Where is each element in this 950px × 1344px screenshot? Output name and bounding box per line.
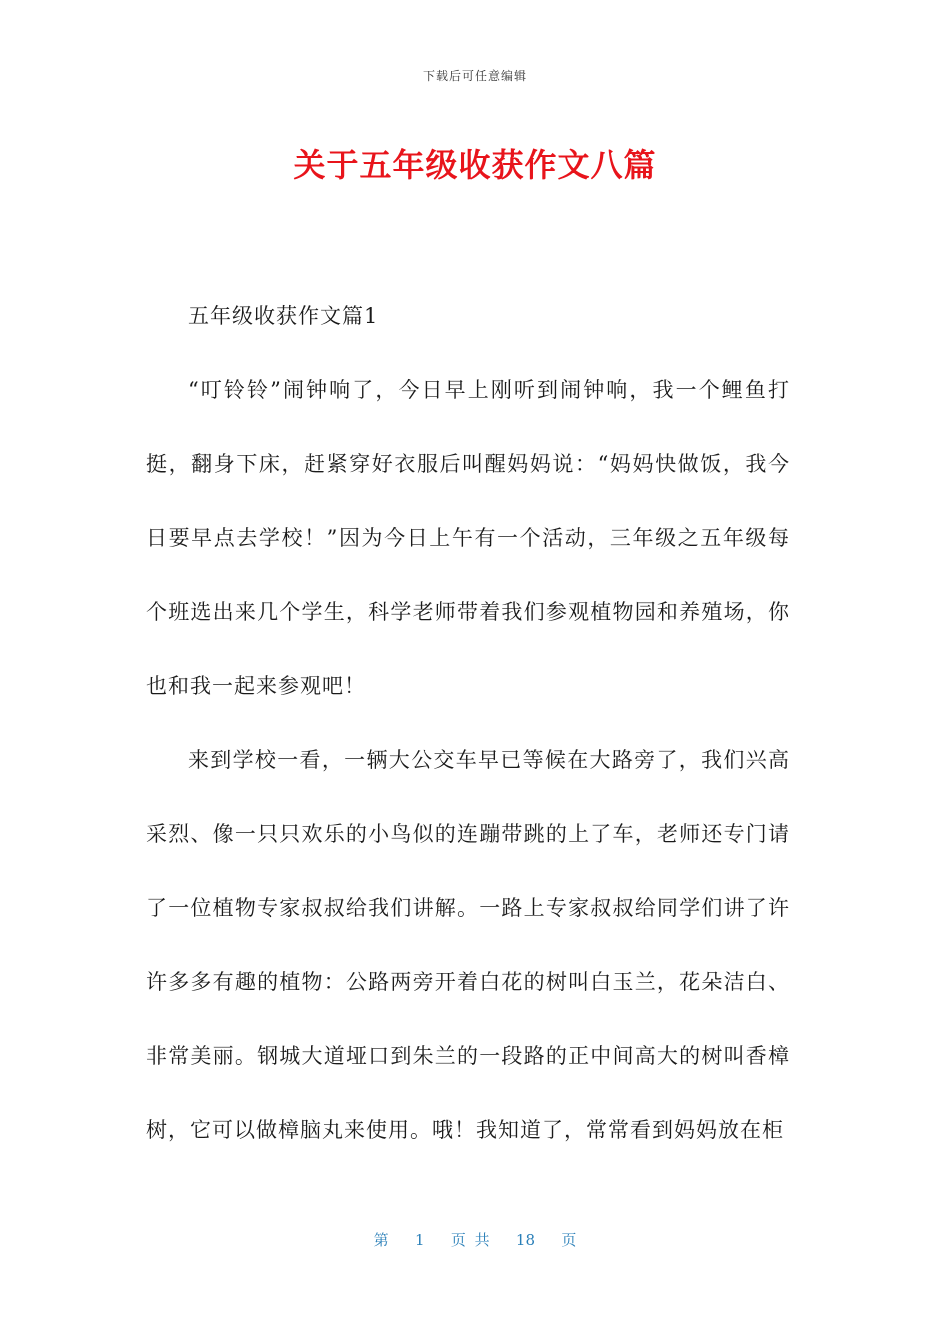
footer-middle: 页 共 bbox=[450, 1231, 490, 1249]
section-heading: 五年级收获作文篇1 bbox=[188, 304, 379, 328]
document-title: 关于五年级收获作文八篇 bbox=[293, 146, 657, 184]
paragraph-1: “叮铃铃”闹钟响了，今日早上刚听到闹钟响，我一个鲤鱼打挺，翻身下床，赶紧穿好衣服后叫醒妈妈说：“妈妈快做饭，我今日要早点去学校！”因为今日上午有一个活动，三年级之五年级每个班选出来几个学生，科学老师带着我们参观植物园和养殖场，你也和我一起来参观吧！ bbox=[146, 378, 790, 698]
footer-suffix: 页 bbox=[561, 1231, 577, 1249]
footer-total-pages: 18 bbox=[515, 1231, 536, 1249]
paragraph-2: 来到学校一看，一辆大公交车早已等候在大路旁了，我们兴高采烈、像一只只欢乐的小鸟似的连蹦带跳的上了车，老师还专门请了一位植物专家叔叔给我们讲解。一路上专家叔叔给同学们讲了许许多多有趣的植物：公路两旁开着白花的树叫白玉兰，花朵洁白、非常美丽。钢城大道垭口到朱兰的一段路的正中间高大的树叫香樟树，它可以做樟脑丸来使用。哦！我知道了，常常看到妈妈放在柜 bbox=[146, 748, 790, 1142]
document-body bbox=[146, 279, 790, 1167]
page-footer bbox=[0, 1229, 950, 1250]
header-note: 下载后可任意编辑 bbox=[422, 69, 527, 83]
footer-prefix: 第 bbox=[373, 1231, 389, 1249]
footer-current-page: 1 bbox=[414, 1231, 425, 1249]
